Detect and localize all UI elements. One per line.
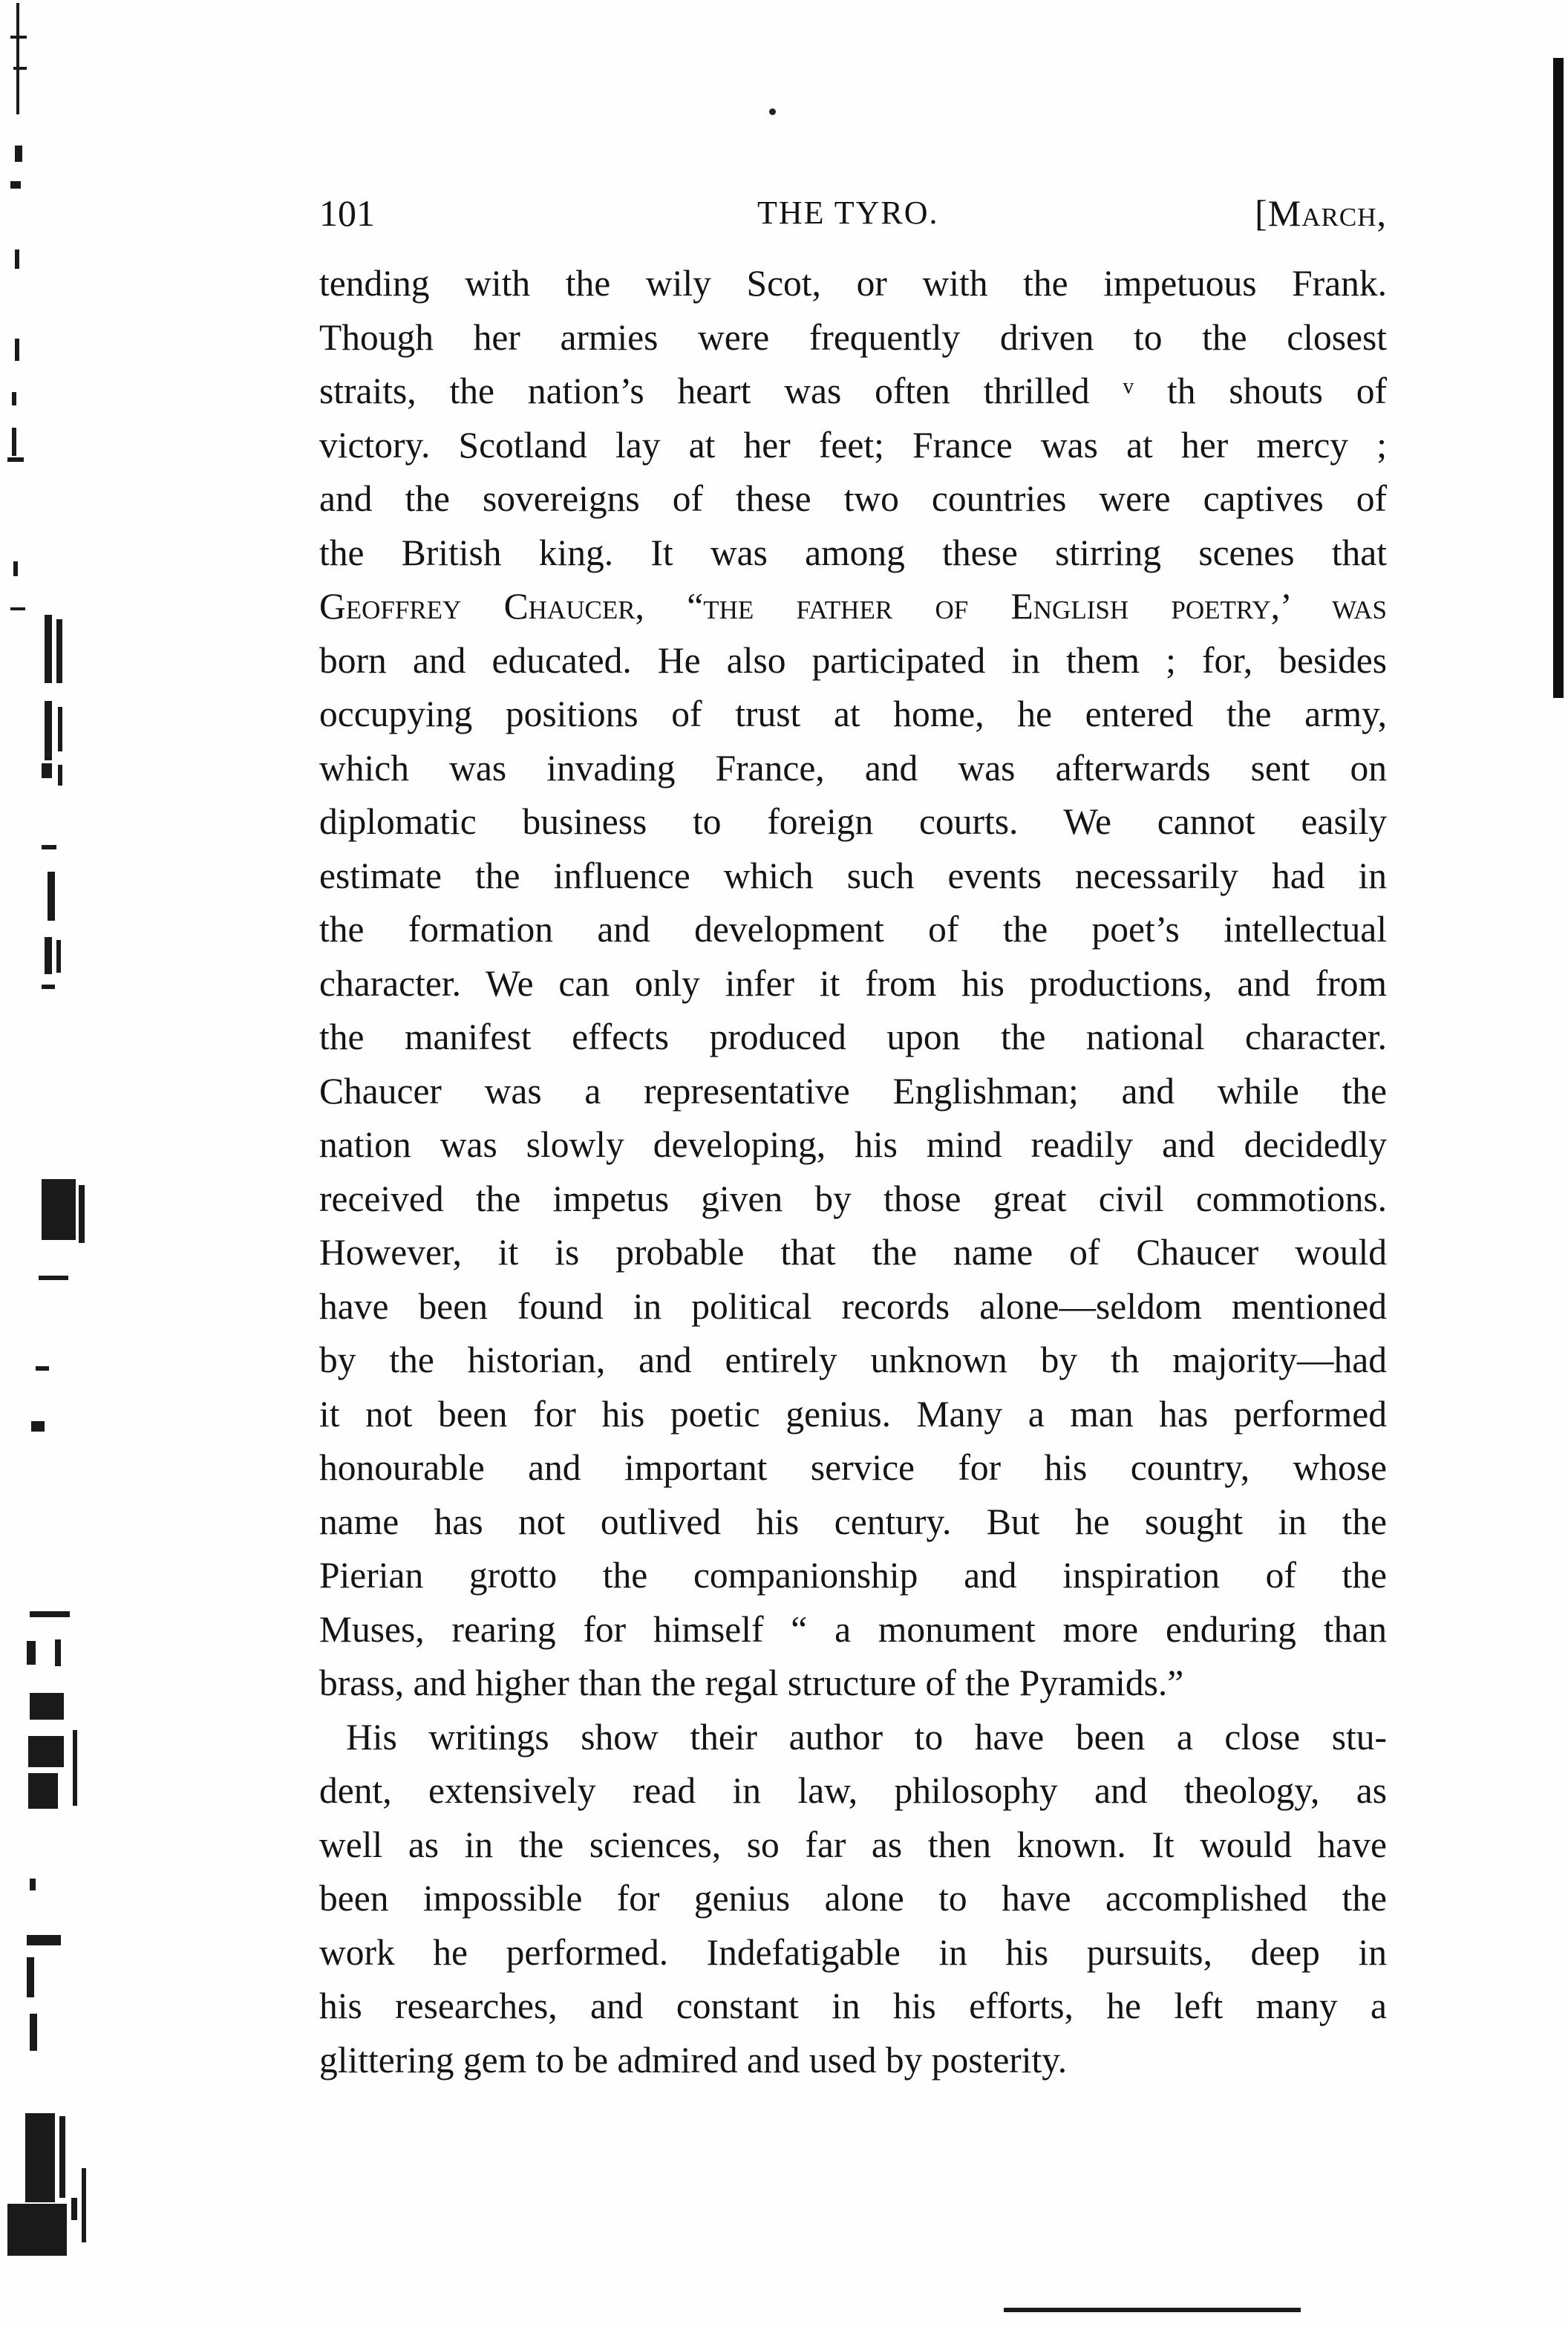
text-line: nation was slowly developing, his mind readily and decidedly — [319, 1124, 1387, 1165]
text-line: However, it is probable that the name of Chaucer would — [319, 1232, 1387, 1273]
bottom-rule — [1004, 2308, 1301, 2312]
text-line: victory. Scotland lay at her feet; France was at her mercy ; — [319, 424, 1387, 466]
text-line: it not been for his poetic genius. Many a man has performed — [319, 1393, 1387, 1435]
body-text — [319, 257, 1387, 2087]
text-line: the manifest effects produced upon the national character. — [319, 1016, 1387, 1057]
paragraph — [319, 257, 1387, 1711]
text-line: work he performed. Indefatigable in his pursuits, deep in — [319, 1931, 1387, 1973]
text-line: estimate the influence which such events necessarily had in — [319, 855, 1387, 896]
text-line: His writings show their author to have been a close stu- — [346, 1716, 1387, 1758]
text-line: Chaucer was a representative Englishman; and while the — [319, 1070, 1387, 1112]
paragraph — [319, 1711, 1387, 2088]
text-line: Muses, rearing for himself “ a monument more enduring than — [319, 1608, 1387, 1650]
ink-speck — [769, 108, 776, 115]
text-line: Pierian grotto the companionship and inspiration of the — [319, 1555, 1387, 1596]
text-line: have been found in political records alone—seldom mentioned — [319, 1285, 1387, 1327]
text-line: glittering gem to be admired and used by posterity. — [319, 2039, 1068, 2081]
text-line: been impossible for genius alone to have accomplished the — [319, 1878, 1387, 1919]
journal-title: THE TYRO. — [757, 195, 939, 231]
text-line: his researches, and constant in his efforts, he left many a — [319, 1985, 1387, 2026]
text-line: well as in the sciences, so far as then known. It would have — [319, 1824, 1387, 1865]
text-line: dent, extensively read in law, philosophy and theology, as — [319, 1770, 1387, 1811]
text-line: name has not outlived his century. But he sought in the — [319, 1501, 1387, 1542]
text-line: Geoffrey Chaucer, “the father of English poetry,’ was — [319, 586, 1387, 627]
text-line: character. We can only infer it from his productions, and from — [319, 962, 1387, 1004]
section-month: [March, — [1255, 192, 1387, 234]
text-line: straits, the nation’s heart was often thrilled ᵛ th shouts of — [319, 371, 1387, 411]
binding-edge-noise — [0, 0, 141, 2330]
text-line: brass, and higher than the regal structure of the Pyramids.” — [319, 1662, 1184, 1703]
text-line: and the sovereigns of these two countries were captives of — [319, 478, 1387, 519]
scan-edge-bar — [1553, 58, 1564, 698]
text-line: which was invading France, and was afterwards sent on — [319, 747, 1387, 789]
text-line: born and educated. He also participated in them ; for, besides — [319, 639, 1387, 681]
page-number: 101 — [319, 192, 375, 234]
text-line: honourable and important service for his country, whose — [319, 1447, 1387, 1488]
text-line: tending with the wily Scot, or with the impetuous Frank. — [319, 263, 1387, 304]
text-line: occupying positions of trust at home, he entered the army, — [319, 694, 1387, 734]
text-line: the formation and development of the poet’s intellectual — [319, 909, 1387, 950]
text-line: by the historian, and entirely unknown by th majority—had — [319, 1339, 1387, 1380]
text-line: received the impetus given by those great civil commotions. — [319, 1178, 1387, 1219]
text-line: the British king. It was among these stirring scenes that — [319, 532, 1387, 573]
running-header — [319, 187, 1387, 239]
text-line: diplomatic business to foreign courts. We cannot easily — [319, 801, 1387, 842]
text-line: Though her armies were frequently driven to the closest — [319, 316, 1387, 358]
